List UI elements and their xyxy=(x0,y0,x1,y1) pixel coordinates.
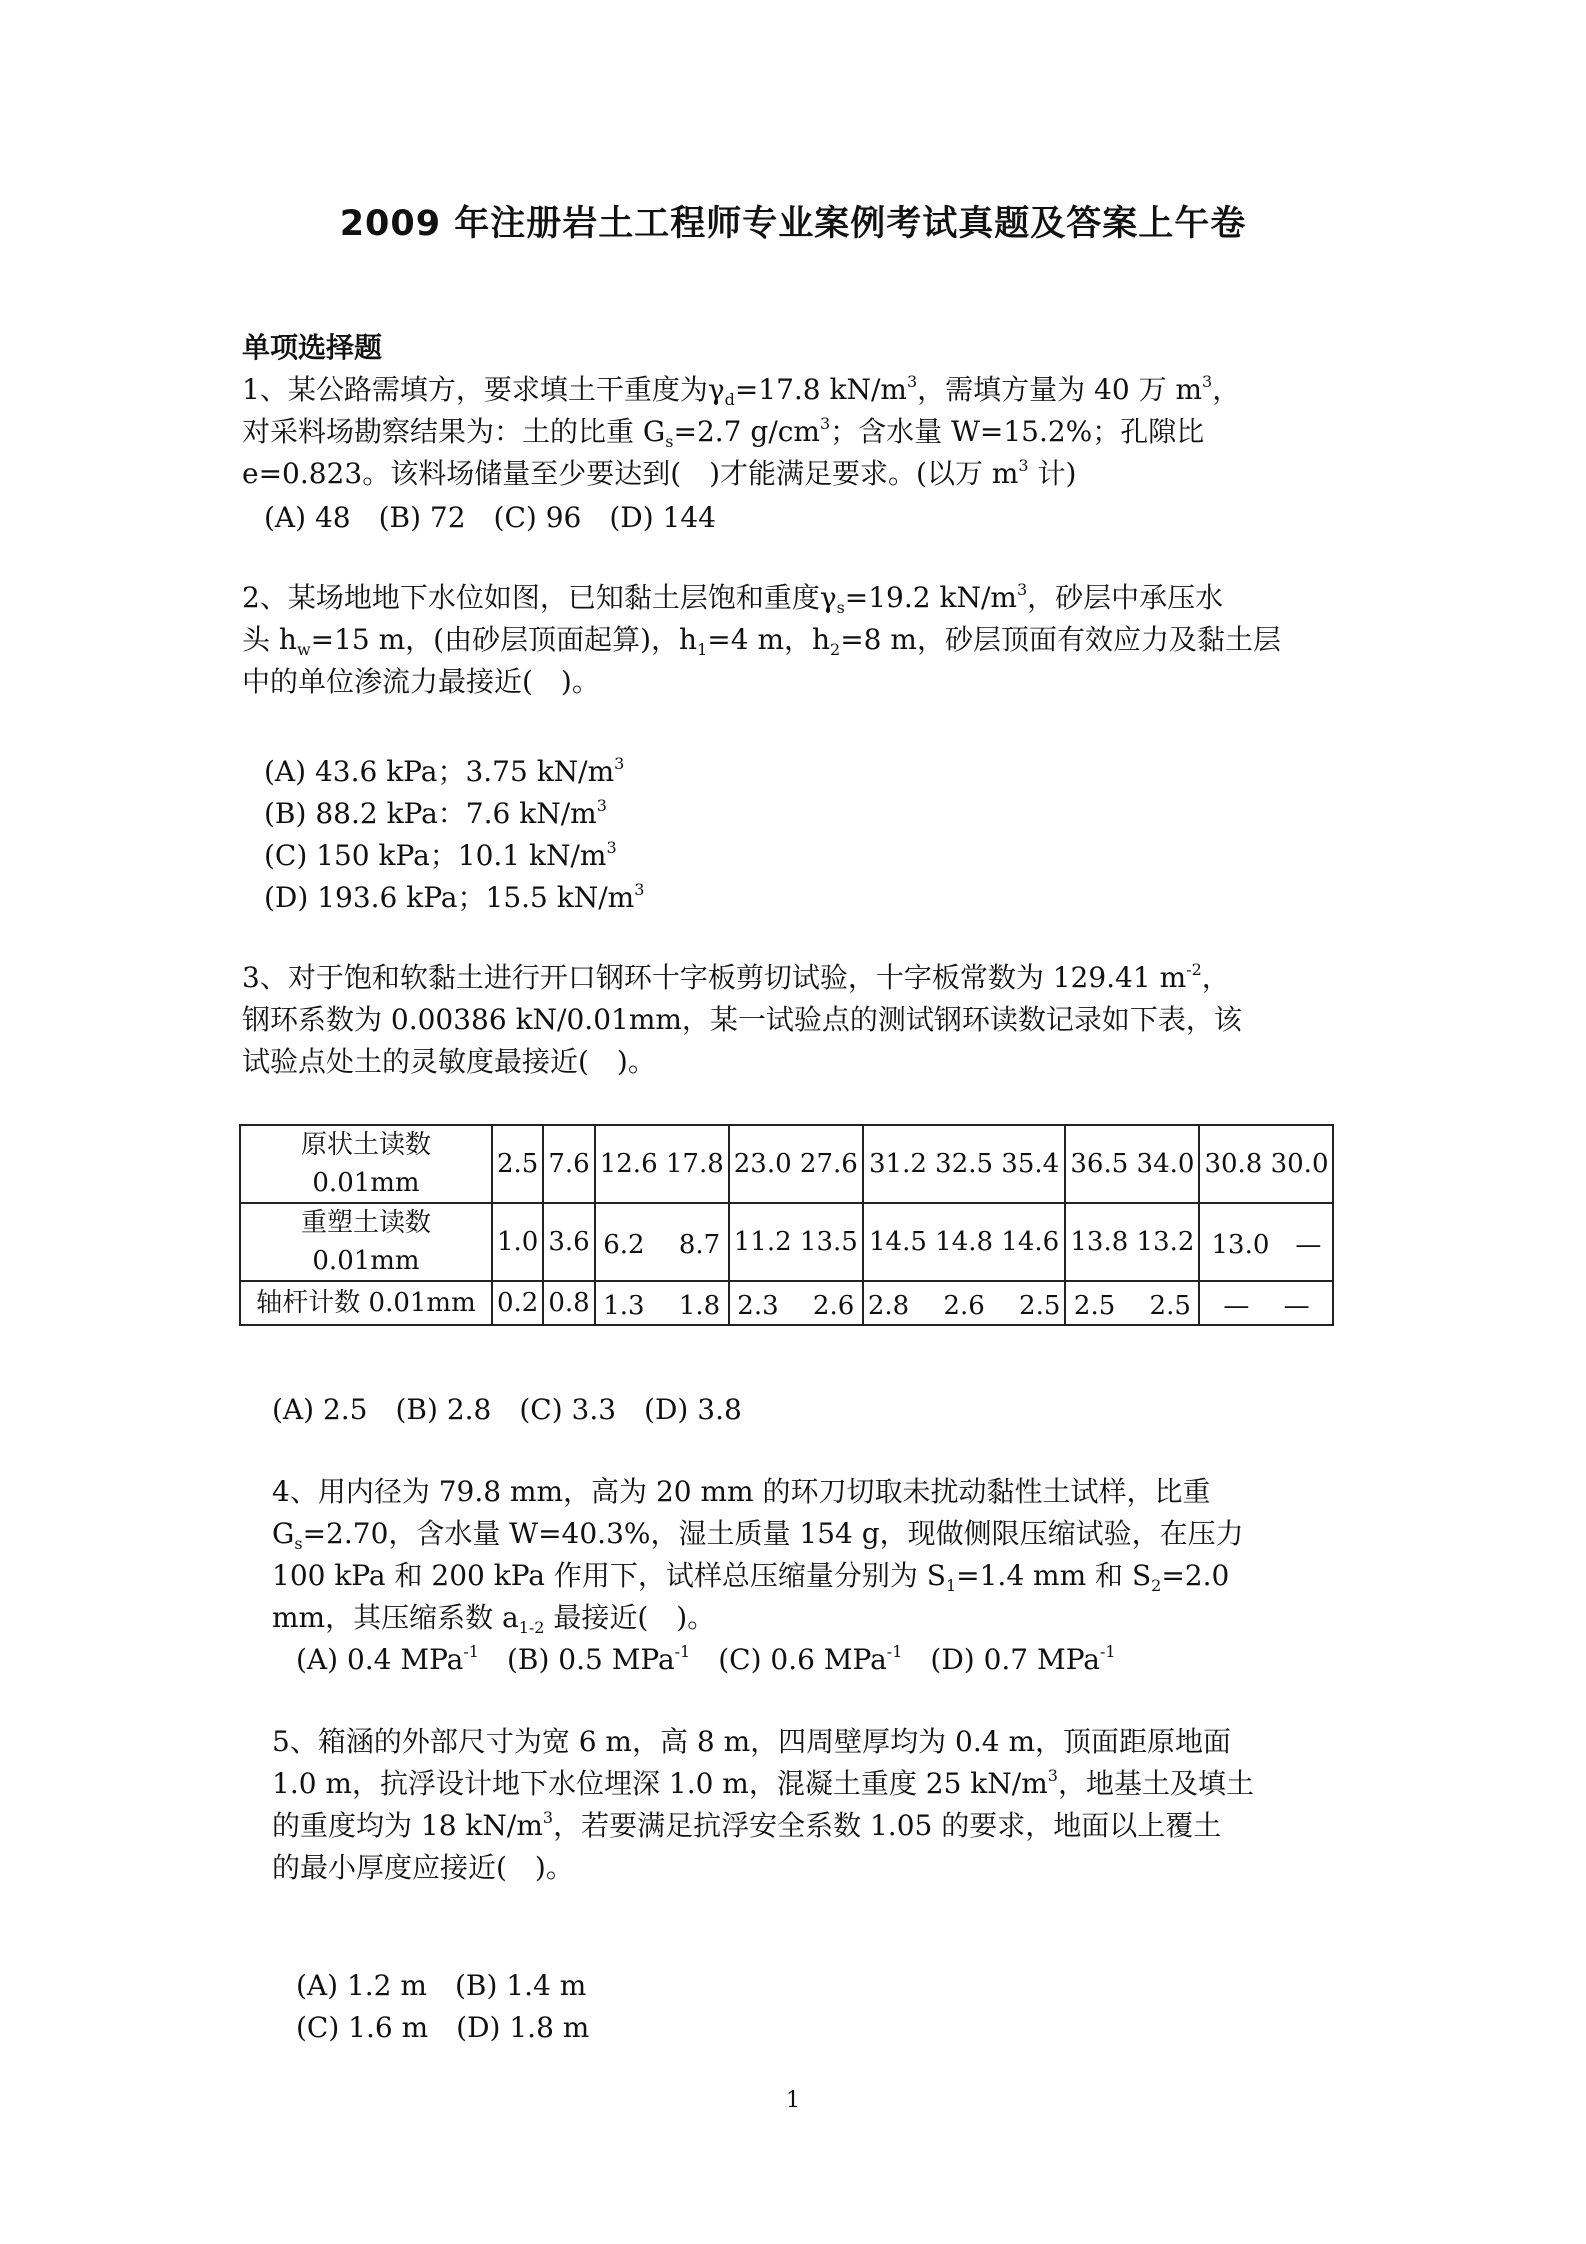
table-row-header: 轴杆计数 0.01mm xyxy=(240,1281,492,1325)
table-cell: 31.2 32.5 35.4 xyxy=(863,1125,1066,1203)
q2-line3: 中的单位渗流力最接近( )。 xyxy=(242,665,600,698)
q1-line2: 对采料场勘察结果为：土的比重 $G_s=2.7$ $g/cm^3$；含水量 W=15.2%；孔隙比 xyxy=(242,414,1205,451)
page-number: 1 xyxy=(786,2088,800,2113)
page-title: 2009 年注册岩土工程师专业案例考试真题及答案上午卷 xyxy=(339,204,1247,244)
table-row-header: 原状土读数 0.01mm xyxy=(240,1125,492,1203)
q4-line1: 4、用内径为 79.8 mm，高为 20 mm 的环刀切取未扰动黏性土试样，比重 xyxy=(272,1475,1211,1508)
q5-options-row2: (C) 1.6 m (D) 1.8 m xyxy=(296,2011,590,2044)
table-row xyxy=(240,1203,1333,1281)
q2-line1: 2、某场地地下水位如图，已知黏土层饱和重度$\gamma_s=19.2$ $kN/m^3$，砂层中承压水 xyxy=(242,580,1224,617)
table-cell: 36.5 34.0 xyxy=(1065,1125,1199,1203)
q3-line1: 3、对于饱和软黏土进行开口钢环十字板剪切试验，十字板常数为 129.41 $m^{-2}$， xyxy=(242,960,1230,994)
table-row-header: 重塑土读数 0.01mm xyxy=(240,1203,492,1281)
q1-line1: 1、某公路需填方，要求填土干重度为$\gamma_d=17.8$ $kN/m^3$，需填方量为 40 万 $m^3$， xyxy=(242,372,1241,409)
table-cell: 3.6 xyxy=(543,1203,594,1281)
table-cell: 7.6 xyxy=(543,1125,594,1203)
q5-options-row1: (A) 1.2 m (B) 1.4 m xyxy=(296,1969,587,2002)
q2-option-d: (D) 193.6 kPa；15.5 $kN/m^3$ xyxy=(264,880,645,914)
table-row xyxy=(240,1281,1333,1325)
q2-option-a: (A) 43.6 kPa；3.75 $kN/m^3$ xyxy=(264,754,625,788)
q4-line3: 100 kPa 和 200 kPa 作用下，试样总压缩量分别为 $S_1=1.4$ mm 和 $S_2=2.0$ xyxy=(272,1559,1230,1595)
table-cell: 1.3 1.8 xyxy=(595,1281,729,1325)
table-cell: 30.8 30.0 xyxy=(1199,1125,1333,1203)
q2-line2: 头 $h_w=15$ m，(由砂层顶面起算)，$h_1=4$ m，$h_2=8$ m，砂层顶面有效应力及黏土层 xyxy=(242,623,1281,659)
table-cell: 2.8 2.6 2.5 xyxy=(863,1281,1066,1325)
q2-option-c: (C) 150 kPa；10.1 $kN/m^3$ xyxy=(264,838,617,872)
table-cell: 13.0 — xyxy=(1199,1203,1333,1281)
q4-line2: $G_s=2.70$，含水量 W=40.3%，湿土质量 154 g，现做侧限压缩试验，在压力 xyxy=(272,1517,1244,1553)
table-cell: 2.5 xyxy=(492,1125,543,1203)
table-cell: — — xyxy=(1199,1281,1333,1325)
readings-table xyxy=(239,1124,1334,1326)
table-cell: 11.2 13.5 xyxy=(729,1203,863,1281)
q5-line4: 的最小厚度应接近( )。 xyxy=(272,1851,574,1884)
table-cell: 13.8 13.2 xyxy=(1065,1203,1199,1281)
table-cell: 23.0 27.6 xyxy=(729,1125,863,1203)
table-cell: 1.0 xyxy=(492,1203,543,1281)
table-cell: 6.2 8.7 xyxy=(595,1203,729,1281)
q4-options: (A) 0.4 MPa$^{-1}$ (B) 0.5 MPa$^{-1}$ (C) 0.6 MPa$^{-1}$ (D) 0.7 MPa$^{-1}$ xyxy=(296,1642,1116,1676)
table-cell: 0.2 xyxy=(492,1281,543,1325)
q1-options: (A) 48 (B) 72 (C) 96 (D) 144 xyxy=(264,501,716,534)
table-cell: 12.6 17.8 xyxy=(595,1125,729,1203)
q1-line3: e=0.823。该料场储量至少要达到( )才能满足要求。(以万 $m^3$ 计) xyxy=(242,456,1077,490)
q3-line3: 试验点处土的灵敏度最接近( )。 xyxy=(242,1045,656,1078)
q5-line3: 的重度均为 18 $kN/m^3$，若要满足抗浮安全系数 1.05 的要求，地面以上覆土 xyxy=(272,1808,1222,1842)
table-cell: 2.3 2.6 xyxy=(729,1281,863,1325)
q5-line2: 1.0 m，抗浮设计地下水位埋深 1.0 m，混凝土重度 25 $kN/m^3$，地基土及填土 xyxy=(272,1766,1254,1800)
q3-line2: 钢环系数为 0.00386 kN/0.01mm，某一试验点的测试钢环读数记录如下表，该 xyxy=(242,1003,1242,1036)
q4-line4: mm，其压缩系数 $a_{1-2}$ 最接近( )。 xyxy=(272,1601,716,1637)
table-cell: 14.5 14.8 14.6 xyxy=(863,1203,1066,1281)
table-row xyxy=(240,1125,1333,1203)
q2-option-b: (B) 88.2 kPa：7.6 $kN/m^3$ xyxy=(264,796,607,830)
section-heading: 单项选择题 xyxy=(242,331,383,364)
q3-options: (A) 2.5 (B) 2.8 (C) 3.3 (D) 3.8 xyxy=(272,1393,742,1426)
q5-line1: 5、箱涵的外部尺寸为宽 6 m，高 8 m，四周壁厚均为 0.4 m，顶面距原地面 xyxy=(272,1725,1232,1758)
table-cell: 0.8 xyxy=(543,1281,594,1325)
table-cell: 2.5 2.5 xyxy=(1065,1281,1199,1325)
